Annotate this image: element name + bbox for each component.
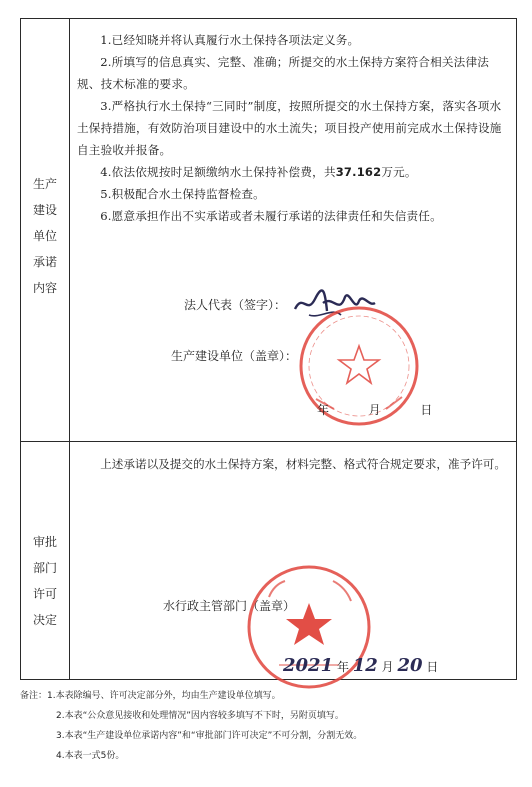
commitment-item: 6.愿意承担作出不实承诺或者未履行承诺的法律责任和失信责任。 [100,209,442,223]
commitment-item: 2.所填写的信息真实、完整、准确；所提交的水土保持方案符合相关法律法规、技术标准的要求。 [77,55,490,91]
row-divider [21,441,516,442]
column-divider [69,19,70,679]
commitment-side-label [21,171,69,301]
commitment-item: 5.积极配合水土保持监督检查。 [100,187,265,201]
date-month-label: 月 [381,660,394,674]
date-day-label: 日 [426,660,439,674]
commitment-item-text: 4.依法依规按时足额缴纳水土保持补偿费，共 [100,165,336,179]
approval-side-label [21,529,69,633]
date-day-label: 日 [420,403,433,417]
compensation-amount: 37.162 [335,165,382,179]
side-label-line: 单位 [32,229,57,243]
date-year-label: 年 [317,403,330,417]
side-label-line: 部门 [32,561,57,575]
unit-seal-label: 生产建设单位（盖章）： [171,349,298,363]
authority-seal-label: 水行政主管部门（盖章） [163,599,296,613]
approval-date [283,655,438,676]
date-month-label: 月 [368,403,381,417]
commitment-item: 3.严格执行水土保持“三同时”制度，按照所提交的水土保持方案，落实各项水土保持措施，有效防治项目建设中的水土流失；项目投产使用前完成水土保持设施自主验收并报备。 [77,99,502,157]
date-year-label: 年 [336,660,349,674]
commitment-item [77,161,509,183]
footnotes [20,686,520,766]
side-label-line: 决定 [32,613,57,627]
date-day-handwritten: 20 [397,655,423,676]
footnote-item: 3.本表“生产建设单位承诺内容”和“审批部门许可决定”不可分割，分割无效。 [56,731,363,741]
form-table [20,18,517,680]
side-label-line: 承诺 [32,255,57,269]
side-label-line: 许可 [32,587,57,601]
approval-text: 上述承诺以及提交的水土保持方案，材料完整、格式符合规定要求，准予许可。 [100,457,506,471]
commit-date [317,401,432,418]
commitment-list [77,29,509,227]
date-month-handwritten: 12 [352,655,378,676]
side-label-line: 建设 [32,203,57,217]
footnote-item: 1.本表除编号、许可决定部分外，均由生产建设单位填写。 [47,691,281,701]
side-label-line: 内容 [32,281,57,295]
compensation-unit: 万元。 [381,165,417,179]
side-label-line: 审批 [32,535,57,549]
footnote-item: 4.本表一式5份。 [56,751,125,761]
legal-rep-label: 法人代表（签字）： [184,298,287,312]
footnote-prefix: 备注： [20,691,48,701]
approval-decision [77,453,509,475]
date-year-handwritten: 2021 [283,655,334,676]
footnote-item: 2.本表“公众意见接收和处理情况”因内容较多填写不下时，另附页填写。 [56,711,344,721]
commitment-item: 1.已经知晓并将认真履行水土保持各项法定义务。 [100,33,360,47]
authority-seal-icon [239,557,379,697]
footnote-row [20,686,520,706]
side-label-line: 生产 [32,177,57,191]
